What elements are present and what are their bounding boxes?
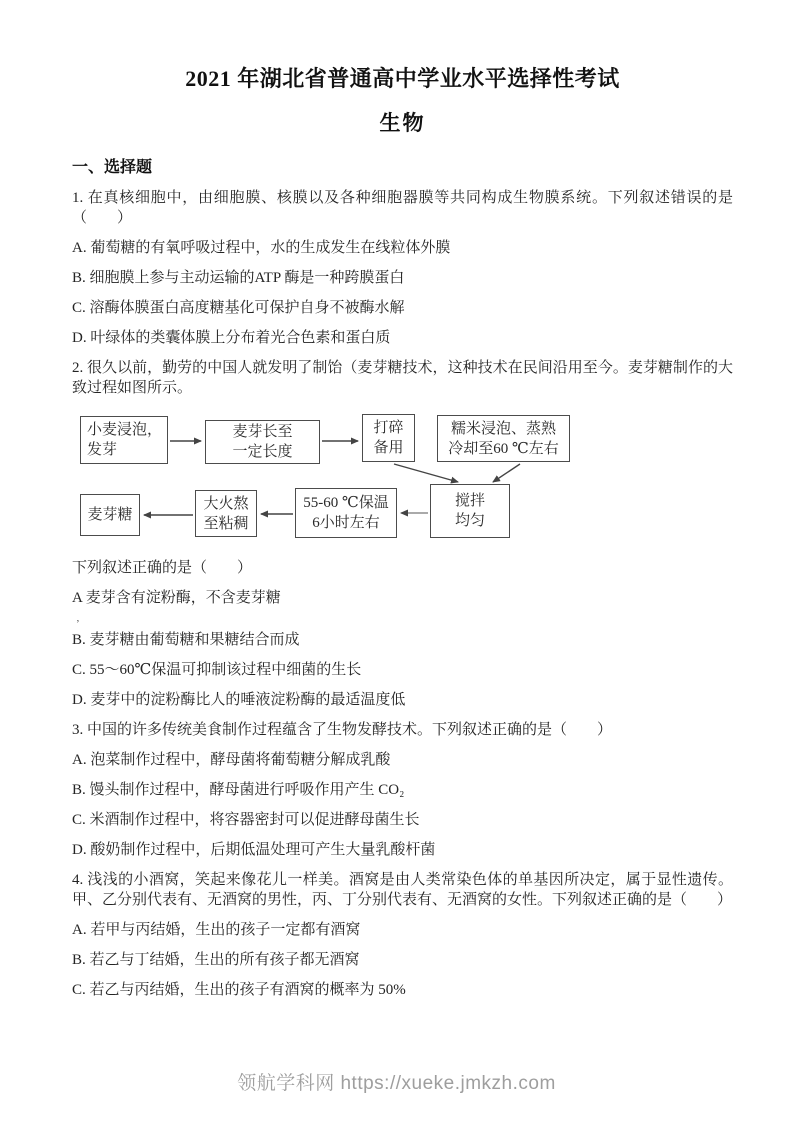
question-3-option-b: B. 馒头制作过程中，酵母菌进行呼吸作用产生 CO₂ bbox=[72, 782, 405, 798]
question-2-option-b: B. 麦芽糖由葡萄糖和果糖结合而成 bbox=[72, 632, 300, 648]
question-2-option-a: A 麦芽含有淀粉酶，不含麦芽糖 bbox=[72, 590, 281, 606]
question-3-option-c: C. 米酒制作过程中，将容器密封可以促进酵母菌生长 bbox=[72, 812, 420, 828]
flowchart-box-malt-length: 麦芽长至 一定长度 bbox=[205, 420, 320, 464]
question-3-stem: 3. 中国的许多传统美食制作过程蕴含了生物发酵技术。下列叙述正确的是（ ） bbox=[72, 722, 613, 738]
flowchart-box-rice-steam: 糯米浸泡、蒸熟 冷却至60 ℃左右 bbox=[437, 415, 570, 462]
question-2-option-c: C. 55～60℃保温可抑制该过程中细菌的生长 bbox=[72, 662, 362, 678]
maltose-process-flowchart bbox=[72, 408, 733, 554]
question-3-option-a: A. 泡菜制作过程中，酵母菌将葡萄糖分解成乳酸 bbox=[72, 752, 391, 768]
flowchart-box-keep-warm: 55-60 ℃保温 6小时左右 bbox=[295, 488, 397, 538]
question-1-stem: 1. 在真核细胞中，由细胞膜、核膜以及各种细胞器膜等共同构成生物膜系统。下列叙述错误的是（ ） bbox=[72, 190, 733, 226]
flowchart-box-wheat-soak: 小麦浸泡， 发芽 bbox=[80, 416, 168, 464]
question-2-stem: 2. 很久以前，勤劳的中国人就发明了制饴（麦芽糖技术，这种技术在民间沿用至今。麦芽糖制作的大致过程如图所示。 bbox=[72, 360, 733, 396]
question-4-option-c: C. 若乙与丙结婚，生出的孩子有酒窝的概率为 50% bbox=[72, 982, 406, 998]
section-heading: 一、选择题 bbox=[72, 159, 153, 176]
scan-artifact-mark: ’ bbox=[76, 618, 80, 630]
question-2-prompt: 下列叙述正确的是（ ） bbox=[72, 560, 253, 576]
question-4-stem: 4. 浅浅的小酒窝，笑起来像花儿一样美。酒窝是由人类常染色体的单基因所决定，属于显性遗传。甲、乙分别代表有、无酒窝的男性，丙、丁分别代表有、无酒窝的女性。下列叙述正确的是（ ） bbox=[72, 872, 733, 908]
question-1-option-d: D. 叶绿体的类囊体膜上分布着光合色素和蛋白质 bbox=[72, 330, 391, 346]
question-1-option-b: B. 细胞膜上参与主动运输的ATP 酶是一种跨膜蛋白 bbox=[72, 270, 405, 286]
question-4-option-b: B. 若乙与丁结婚，生出的所有孩子都无酒窝 bbox=[72, 952, 360, 968]
question-3-option-d: D. 酸奶制作过程中，后期低温处理可产生大量乳酸杆菌 bbox=[72, 842, 436, 858]
flowchart-box-maltose: 麦芽糖 bbox=[80, 494, 140, 536]
question-2-option-d: D. 麦芽中的淀粉酶比人的唾液淀粉酶的最适温度低 bbox=[72, 692, 406, 708]
question-4-option-a: A. 若甲与丙结婚，生出的孩子一定都有酒窝 bbox=[72, 922, 361, 938]
page-title: 2021 年湖北省普通高中学业水平选择性考试 bbox=[185, 66, 620, 91]
page-subtitle: 生物 bbox=[379, 111, 426, 135]
question-1-option-c: C. 溶酶体膜蛋白高度糖基化可保护自身不被酶水解 bbox=[72, 300, 405, 316]
flowchart-box-boil-thick: 大火熬 至粘稠 bbox=[195, 490, 257, 537]
exam-content bbox=[72, 64, 733, 1010]
question-1-option-a: A. 葡萄糖的有氧呼吸过程中，水的生成发生在线粒体外膜 bbox=[72, 240, 451, 256]
flowchart-box-stir-evenly: 搅拌 均匀 bbox=[430, 484, 510, 538]
watermark-footer: 领航学科网 https://xueke.jmkzh.com bbox=[237, 1073, 556, 1094]
flowchart-box-crush: 打碎 备用 bbox=[362, 414, 415, 462]
